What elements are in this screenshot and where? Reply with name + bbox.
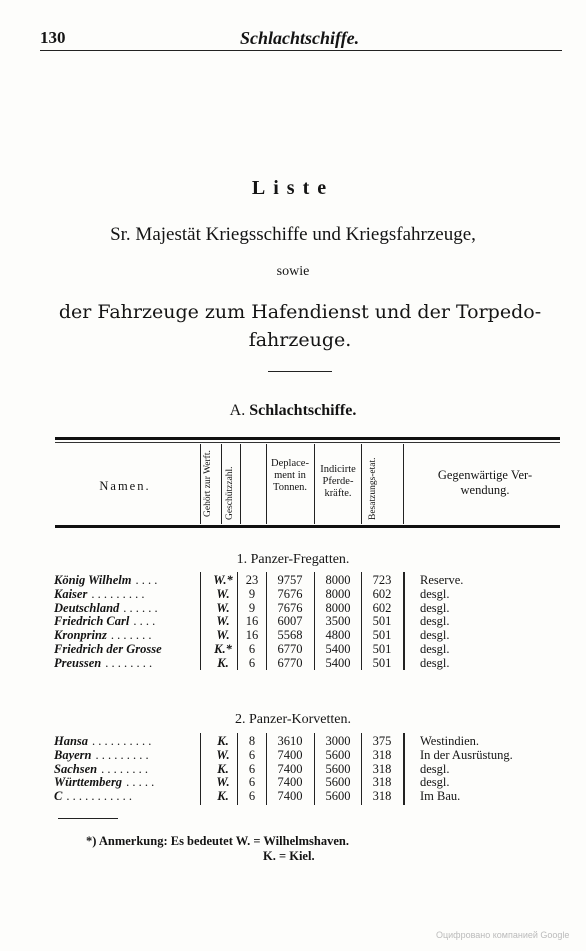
home-yard-cell: W. xyxy=(216,586,230,601)
horsepower-cell: 3000 xyxy=(325,734,351,748)
dot-leader: . . . . . . . xyxy=(110,628,152,643)
guns-cell: 8 xyxy=(248,734,256,748)
current-use-cell: Reserve. xyxy=(420,573,464,587)
ship-name: Sachsen . . . . . . . . xyxy=(54,761,148,776)
dot-leader: . . . . . . . . xyxy=(101,761,148,776)
crew-cell: 501 xyxy=(372,614,392,629)
crew-cell: 501 xyxy=(372,642,392,656)
guns-cell: 16 xyxy=(245,614,259,629)
horsepower-cell: 4800 xyxy=(325,628,351,643)
current-use-cell: Im Bau. xyxy=(420,789,461,804)
current-use-cell: In der Ausrüstung. xyxy=(420,747,513,762)
dot-leader: . . . . . . . . . . xyxy=(92,734,152,748)
header-crew: Besatzungs-etat. xyxy=(368,457,378,520)
guns-cell: 23 xyxy=(245,573,259,587)
displacement-cell: 7676 xyxy=(277,586,303,601)
group-title-frigates: 1. Panzer-Fregatten. xyxy=(236,552,350,567)
dot-leader: . . . . . . . . xyxy=(105,655,153,670)
crew-cell: 501 xyxy=(372,628,392,643)
displacement-cell: 7400 xyxy=(277,775,303,790)
guns-cell: 6 xyxy=(248,775,256,790)
table-row xyxy=(0,642,586,656)
section-letter: A. xyxy=(229,402,246,419)
displacement-cell: 5568 xyxy=(277,628,303,643)
home-yard-cell: W. xyxy=(216,600,230,615)
guns-cell: 9 xyxy=(248,600,256,615)
ship-name: König Wilhelm . . . . xyxy=(54,573,158,587)
home-yard-cell: W. xyxy=(216,614,230,629)
dot-leader: . . . . xyxy=(135,573,158,587)
displacement-cell: 6007 xyxy=(277,614,303,629)
dot-leader: . . . . xyxy=(133,614,156,629)
crew-cell: 375 xyxy=(372,734,392,748)
header-horsepower: Indicirte Pferde-kräfte. xyxy=(320,464,356,499)
displacement-cell: 7400 xyxy=(277,761,303,776)
table-row xyxy=(0,775,586,789)
horsepower-cell: 3500 xyxy=(325,614,351,629)
ship-name: Deutschland . . . . . . xyxy=(54,600,158,615)
displacement-cell: 3610 xyxy=(277,734,303,748)
footnote-line-1: *) Anmerkung: Es bedeutet W. = Wilhelmshaven. xyxy=(86,834,349,848)
home-yard-cell: K. xyxy=(217,789,229,804)
crew-cell: 318 xyxy=(372,775,392,790)
current-use-cell: desgl. xyxy=(420,775,450,790)
dot-leader: . . . . . . . . . xyxy=(91,586,145,601)
guns-cell: 6 xyxy=(248,761,256,776)
horsepower-cell: 8000 xyxy=(325,600,351,615)
header-divider xyxy=(240,444,241,524)
table-top-thick-rule xyxy=(55,437,560,440)
header-name: Namen. xyxy=(99,479,151,493)
header-use: Gegenwärtige Ver-wendung. xyxy=(437,468,533,497)
digitization-watermark: Оцифровано компанией Google xyxy=(436,930,570,940)
ship-name: Kaiser . . . . . . . . . xyxy=(54,586,145,601)
running-title: Schlachtschiffe. xyxy=(240,28,360,48)
ship-name: Preussen . . . . . . . . xyxy=(54,655,153,670)
crew-cell: 318 xyxy=(372,747,392,762)
crew-cell: 318 xyxy=(372,761,392,776)
guns-cell: 6 xyxy=(248,789,256,804)
page-title: Liste xyxy=(251,177,335,199)
table-row xyxy=(0,762,586,776)
ship-name: Württemberg . . . . . xyxy=(54,775,155,790)
horsepower-cell: 8000 xyxy=(325,586,351,601)
current-use-cell: desgl. xyxy=(420,614,450,629)
guns-cell: 6 xyxy=(248,747,256,762)
crew-cell: 723 xyxy=(372,573,392,587)
table-row xyxy=(0,587,586,601)
footnote-line-2: K. = Kiel. xyxy=(263,849,315,863)
current-use-cell: desgl. xyxy=(420,761,450,776)
crew-cell: 602 xyxy=(372,586,392,601)
dot-leader: . . . . . . . . . . . xyxy=(66,789,132,804)
current-use-cell: desgl. xyxy=(420,655,450,670)
home-yard-cell: K.* xyxy=(214,642,232,656)
dot-leader: . . . . . xyxy=(126,775,155,790)
header-divider xyxy=(221,444,222,524)
displacement-cell: 6770 xyxy=(277,655,303,670)
ship-name: Hansa . . . . . . . . . . xyxy=(54,734,152,748)
home-yard-cell: K. xyxy=(217,655,229,670)
header-displacement: Deplace-ment in Tonnen. xyxy=(271,458,309,493)
horsepower-cell: 5600 xyxy=(325,747,351,762)
page-number: 130 xyxy=(40,28,66,47)
title-divider xyxy=(268,371,332,372)
ship-name: C . . . . . . . . . . . xyxy=(54,789,132,804)
current-use-cell: desgl. xyxy=(420,600,450,615)
crew-cell: 318 xyxy=(372,789,392,804)
guns-cell: 9 xyxy=(248,586,256,601)
crew-cell: 501 xyxy=(372,655,392,670)
dot-leader: . . . . . . xyxy=(123,600,158,615)
header-guns: Geschützzahl. xyxy=(225,466,235,520)
horsepower-cell: 5600 xyxy=(325,761,351,776)
table-row xyxy=(0,628,586,642)
current-use-cell: desgl. xyxy=(420,586,450,601)
home-yard-cell: K. xyxy=(217,734,229,748)
horsepower-cell: 5600 xyxy=(325,775,351,790)
header-rule xyxy=(40,50,562,51)
home-yard-cell: W. xyxy=(216,747,230,762)
home-yard-cell: K. xyxy=(217,761,229,776)
table-row xyxy=(0,656,586,670)
table-row xyxy=(0,789,586,803)
ship-name: Friedrich der Grosse xyxy=(54,642,162,656)
header-divider xyxy=(200,444,201,524)
ship-name: Kronprinz . . . . . . . xyxy=(54,628,152,643)
current-use-cell: desgl. xyxy=(420,628,450,643)
displacement-cell: 7400 xyxy=(277,789,303,804)
footnote-rule xyxy=(58,818,118,819)
horsepower-cell: 8000 xyxy=(325,573,351,587)
guns-cell: 6 xyxy=(248,655,256,670)
home-yard-cell: W. xyxy=(216,628,230,643)
header-home-yard: Gehört zur Werft. xyxy=(203,450,213,517)
crew-cell: 602 xyxy=(372,600,392,615)
group-title-corvettes: 2. Panzer-Korvetten. xyxy=(235,712,351,727)
home-yard-cell: W.* xyxy=(213,573,233,587)
table-row xyxy=(0,748,586,762)
table-row xyxy=(0,734,586,748)
displacement-cell: 6770 xyxy=(277,642,303,656)
dot-leader: . . . . . . . . . xyxy=(95,747,149,762)
conjunction-sowie: sowie xyxy=(276,264,310,279)
subtitle: Sr. Majestät Kriegsschiffe und Kriegsfahrzeuge, xyxy=(110,224,476,245)
table-row xyxy=(0,601,586,615)
current-use-cell: desgl. xyxy=(420,642,450,656)
section-name: Schlachtschiffe. xyxy=(249,402,357,419)
displacement-cell: 7676 xyxy=(277,600,303,615)
ship-name: Friedrich Carl . . . . xyxy=(54,614,156,629)
subtitle-second: der Fahrzeuge zum Hafendienst und der Torpedo-fahrzeuge. xyxy=(58,301,542,351)
current-use-cell: Westindien. xyxy=(420,734,480,748)
horsepower-cell: 5600 xyxy=(325,789,351,804)
horsepower-cell: 5400 xyxy=(325,642,351,656)
guns-cell: 16 xyxy=(245,628,259,643)
table-row xyxy=(0,614,586,628)
displacement-cell: 7400 xyxy=(277,747,303,762)
table-header-bottom-rule xyxy=(55,525,560,528)
displacement-cell: 9757 xyxy=(277,573,303,587)
header-divider xyxy=(403,444,404,524)
home-yard-cell: W. xyxy=(216,775,230,790)
section-title xyxy=(0,402,586,420)
horsepower-cell: 5400 xyxy=(325,655,351,670)
guns-cell: 6 xyxy=(248,642,256,656)
table-top-thin-rule xyxy=(55,442,560,443)
ship-name: Bayern . . . . . . . . . xyxy=(54,747,149,762)
table-row xyxy=(0,573,586,587)
